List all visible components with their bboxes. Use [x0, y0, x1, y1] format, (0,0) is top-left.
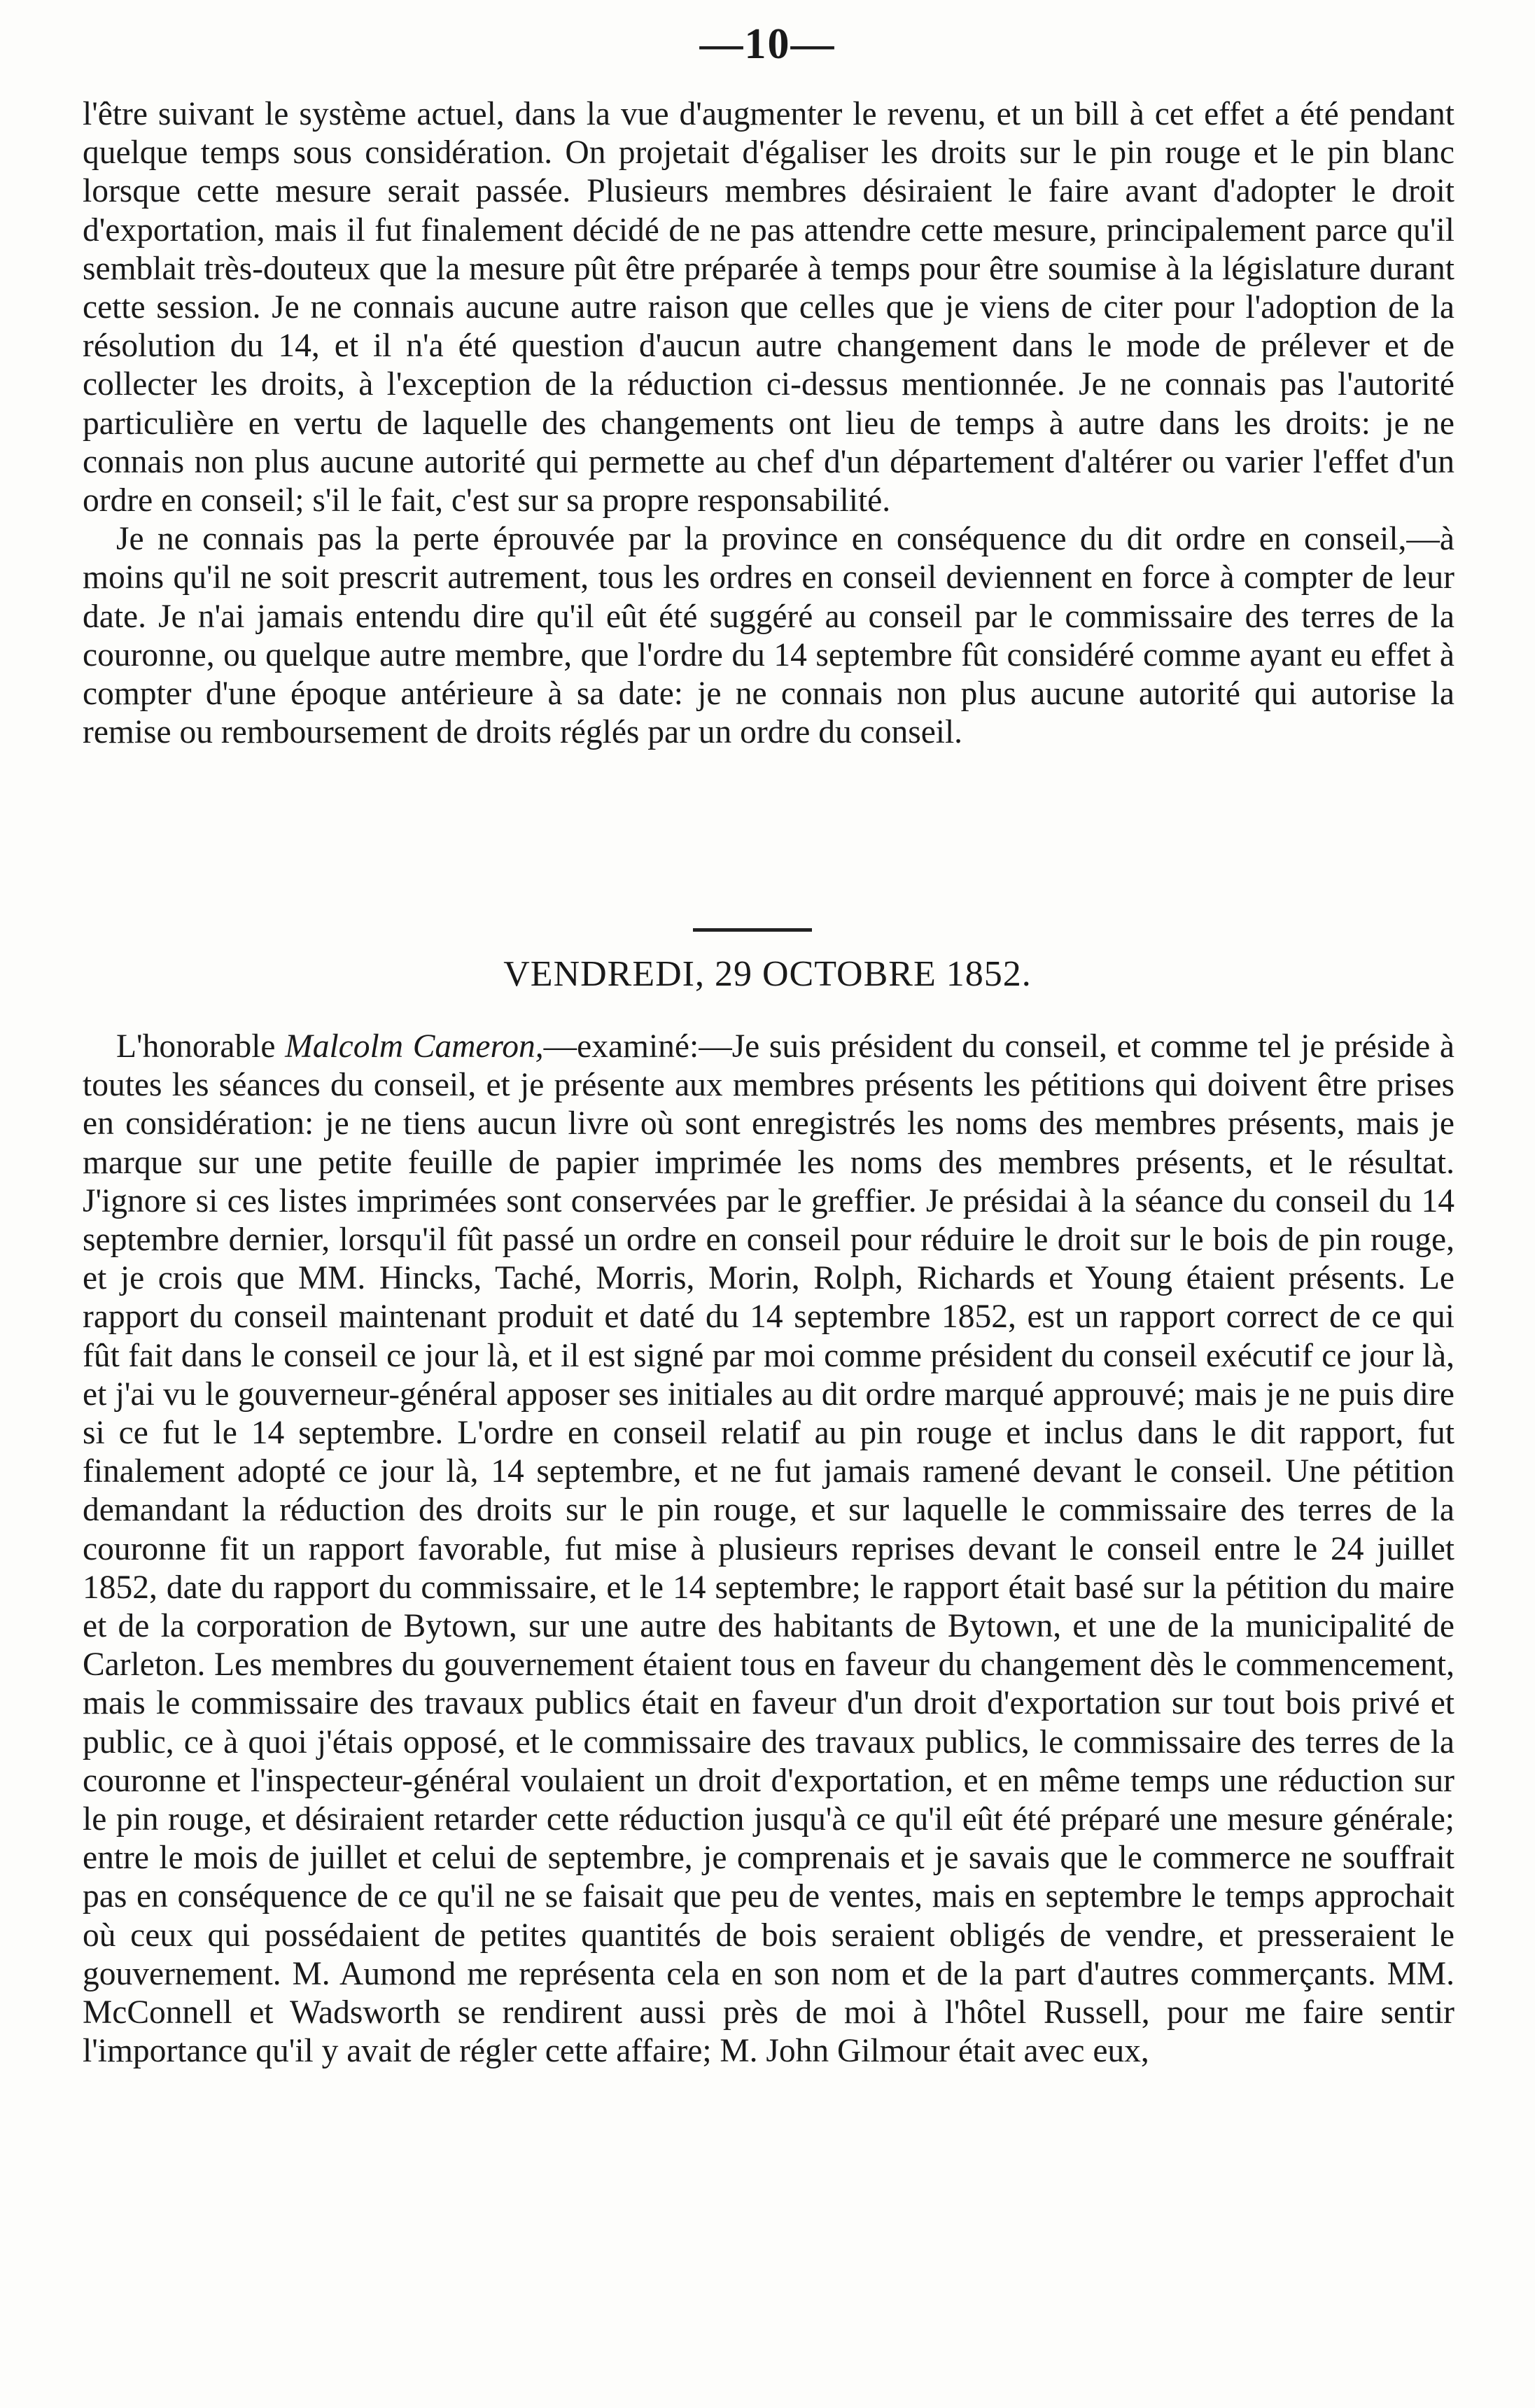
testimony-continuation	[83, 95, 1455, 752]
paragraph: Je ne connais pas la perte éprouvée par la province en conséquence du dit ordre en conseil,—à moins qu'il ne soit prescrit autrement, tous les ordres en conseil deviennent en force à compter de leur date. Je n'ai jamais entendu dire qu'il eût été suggéré au conseil par le commissaire des terres de la couronne, ou quelque autre membre, que l'ordre du 14 septembre fût considéré comme ayant eu effet à compter d'une époque antérieure à sa date: je ne connais non plus aucune autorité qui autorise la remise ou remboursement de droits réglés par un ordre du conseil.	[83, 521, 1455, 751]
paragraph: l'être suivant le système actuel, dans la vue d'augmenter le revenu, et un bill à cet effet a été pendant quelque temps sous considération. On projetait d'égaliser les droits sur le pin rouge et le pin blanc lorsque cette mesure serait passée. Plusieurs membres désiraient le faire avant d'adopter le droit d'exportation, mais il fut finalement décidé de ne pas attendre cette mesure, principalement parce qu'il semblait très-douteux que la mesure pût être préparée à temps pour être soumise à la législature durant cette session. Je ne connais aucune autre raison que celles que je viens de citer pour l'adoption de la résolution du 14, et il n'a été question d'aucun autre changement dans le mode de prélever et de collecter les droits, à l'exception de la réduction ci-dessus mentionnée. Je ne connais pas l'autorité particulière en vertu de laquelle des changements ont lieu de temps à autre dans les droits: je ne connais non plus aucune autorité qui permette au chef d'un département d'altérer ou varier l'effet d'un ordre en conseil; s'il le fait, c'est sur sa propre responsabilité.	[83, 96, 1455, 519]
page-number: —10—	[699, 20, 836, 68]
section-divider	[693, 928, 812, 932]
paragraph	[83, 1028, 1455, 2071]
speaker-name: Malcolm Cameron,	[285, 1028, 544, 1065]
intro-text: L'honorable	[116, 1028, 286, 1065]
section-heading: VENDREDI, 29 OCTOBRE 1852.	[503, 954, 1032, 994]
testimony-cameron	[83, 1028, 1455, 2071]
testimony-text: —examiné:—Je suis président du conseil, et comme tel je préside à toutes les séances du conseil, et je présente aux membres présents les pétitions qui doivent être prises en considération: je ne tiens aucun livre où sont enregistrés les noms des membres présents, mais je marque sur une petite feuille de papier imprimée les noms des membres présents, et le résultat. J'ignore si ces listes imprimées sont conservées par le greffier. Je présidai à la séance du conseil du 14 septembre dernier, lorsqu'il fût passé un ordre en conseil pour réduire le droit sur le bois de pin rouge, et je crois que MM. Hincks, Taché, Morris, Morin, Rolph, Richards et Young étaient présents. Le rapport du conseil maintenant produit et daté du 14 septembre 1852, est un rapport correct de ce qui fût fait dans le conseil ce jour là, et il est signé par moi comme président du conseil exécutif ce jour là, et j'ai vu le gouverneur-général apposer ses initiales au dit ordre marqué approuvé; mais je ne puis dire si ce fut le 14 septembre. L'ordre en conseil relatif au pin rouge et inclus dans le dit rapport, fut finalement adopté ce jour là, 14 septembre, et ne fut jamais ramené devant le conseil. Une pétition demandant la réduction des droits sur le pin rouge, et sur laquelle le commissaire des terres de la couronne fit un rapport favorable, fut mise à plusieurs reprises devant le conseil entre le 24 juillet 1852, date du rapport du commissaire, et le 14 septembre; le rapport était basé sur la pétition du maire et de la corporation de Bytown, sur une autre des habitants de Bytown, et une de la municipalité de Carleton. Les membres du gouvernement étaient tous en faveur du changement dès le commencement, mais le commissaire des travaux publics était en faveur d'un droit d'exportation sur tout bois privé et public, ce à quoi j'étais opposé, et le commissaire des travaux publics, le commissaire des terres de la couronne et l'inspecteur-général voulaient un droit d'exportation, et en même temps une réduction sur le pin rouge, et désiraient retarder cette réduction jusqu'à ce qu'il eût été préparé une mesure générale; entre le mois de juillet et celui de septembre, je comprenais et je savais que le commerce ne souffrait pas en conséquence de ce qu'il ne se faisait que peu de ventes, mais en septembre le temps approchait où ceux qui possédaient de petites quantités de bois seraient obligés de vendre, et presseraient le gouvernement. M. Aumond me représenta cela en son nom et de la part d'autres commerçants. MM. McConnell et Wadsworth se rendirent aussi près de moi à l'hôtel Russell, pour me faire sentir l'importance qu'il y avait de régler cette affaire; M. John Gilmour était avec eux,	[83, 1028, 1455, 2070]
